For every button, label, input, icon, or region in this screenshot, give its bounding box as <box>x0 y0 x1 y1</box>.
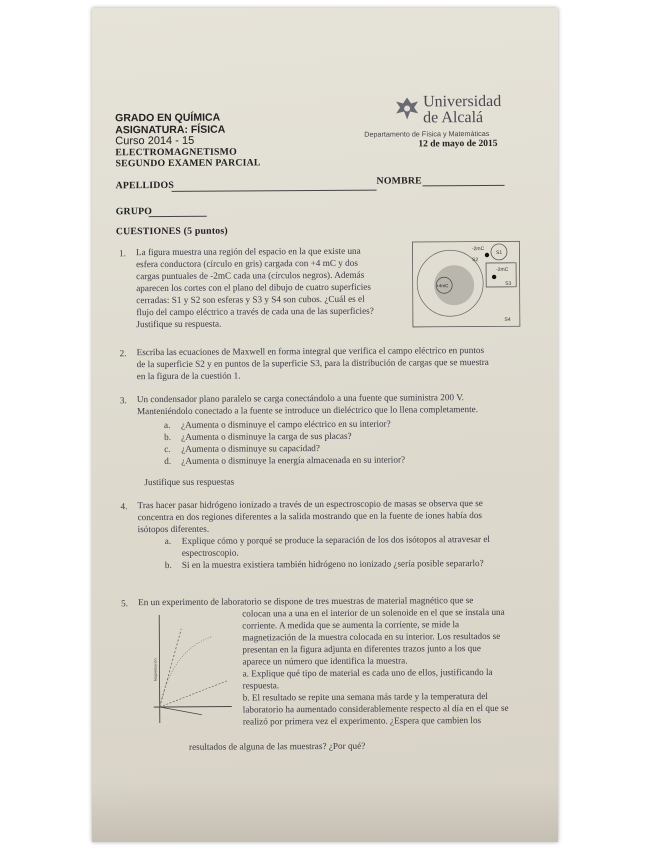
q5-line: presentan en la figura adjunta en diferentes trazos junto a los que <box>242 642 508 656</box>
q4-number: 4. <box>120 501 127 511</box>
name-label: NOMBRE <box>377 175 422 186</box>
q5-line: laboratorio ha aumentado considerablemente respecto al día en el que se <box>243 702 509 716</box>
section-title: CUESTIONES (5 puntos) <box>116 226 228 238</box>
surname-label: APELLIDOS <box>116 180 174 191</box>
q5-number: 5. <box>121 598 128 608</box>
degree-title: GRADO EN QUÍMICA <box>115 112 220 125</box>
q5-line: realizó por primera vez el experimento. ¿Espera que cambien los <box>243 714 509 728</box>
q4-items <box>165 533 490 571</box>
q5-line: aparece un número que identifica la muestra. <box>242 654 508 668</box>
q5-line: a. Explique qué tipo de material es cada uno de ellos, justificando la <box>243 666 509 680</box>
q5-line: respuesta. <box>243 678 509 692</box>
group-label: GRUPO <box>116 206 152 217</box>
curve-sample-4 <box>160 707 202 715</box>
subject-title: ASIGNATURA: FÍSICA <box>115 124 225 137</box>
q3-text <box>137 391 478 417</box>
label-s1: S1 <box>496 250 502 256</box>
university-name-line1: Universidad <box>423 93 501 111</box>
q5-line: b. El resultado se repite una semana más tarde y la temperatura del <box>243 690 509 704</box>
q2-line: de la superficie S2 y en puntos de la superficie S3, para la distribución de cargas que se muestra <box>137 356 489 370</box>
course-year: Curso 2014 - 15 <box>115 135 194 147</box>
q5-last-line: resultados de alguna de las muestras? ¿Por qué? <box>189 740 365 753</box>
q4-line: isótopos diferentes. <box>138 521 483 535</box>
q2-number: 2. <box>120 348 127 358</box>
curve-sample-3 <box>160 681 228 707</box>
q1-line: esfera conductora (círculo en gris) cargada con +4 mC y dos <box>136 257 374 270</box>
q3-line: Un condensador plano paralelo se carga conectándolo a una fuente que suministra 200 V. <box>137 391 478 405</box>
point-charge-1 <box>485 253 489 257</box>
q5-line0: En un experimento de laboratorio se dispone de tres muestras de material magnético que se <box>138 594 473 608</box>
q3-item: c. ¿Aumenta o disminuye su capacidad? <box>164 442 405 455</box>
q1-charge-figure <box>412 241 521 328</box>
q4-item: a. Explique cómo y porqué se produce la separación de los dos isótopos al atravesar el <box>165 533 490 547</box>
q1-line: La figura muestra una región del espacio en la que existe una <box>136 245 374 258</box>
q2-text <box>137 344 489 382</box>
label-charge-1: -2mC <box>472 246 485 252</box>
q1-text <box>136 245 374 330</box>
surname-field[interactable] <box>172 190 377 192</box>
q4-line: Tras hacer pasar hidrógeno ionizado a través de un espectroscopio de masas se observa que se <box>137 497 482 511</box>
point-charge-2 <box>492 275 496 279</box>
q5-line: colocan una a una en el interior de un solenoide en el que se instala una <box>242 606 508 620</box>
topic-title: ELECTROMAGNETISMO <box>115 147 237 159</box>
q1-line: aparecen los cortes con el plano del dibujo de cuatro superficies <box>136 281 374 294</box>
q3-number: 3. <box>120 395 127 405</box>
group-field[interactable] <box>149 216 207 217</box>
label-s3: S3 <box>505 281 511 287</box>
q3-item: a. ¿Aumenta o disminuye el campo eléctrico en su interior? <box>164 418 405 431</box>
y-axis-label: Magnetización <box>153 658 157 681</box>
label-s4: S4 <box>504 317 510 323</box>
curve-sample-1 <box>159 629 181 707</box>
label-sphere: +4mC <box>436 283 449 288</box>
q1-line: flujo del campo eléctrico a través de cada una de las superficies? <box>136 305 374 318</box>
q1-line: cerradas: S1 y S2 son esferas y S3 y S4 son cubos. ¿Cuál es el <box>136 293 374 306</box>
exam-title: SEGUNDO EXAMEN PARCIAL <box>115 157 260 169</box>
label-s2: S2 <box>472 257 478 263</box>
q5-line: magnetización de la muestra colocada en su interior. Los resultados se <box>242 630 508 644</box>
q2-line: Escriba las ecuaciones de Maxwell en forma integral que verifica el campo eléctrico en puntos <box>137 344 489 358</box>
name-field[interactable] <box>423 185 505 187</box>
q5-line: corriente. A medida que se aumenta la corriente, se mide la <box>242 618 508 632</box>
q5-text <box>242 606 509 728</box>
university-crest-icon <box>394 95 420 123</box>
label-charge-2: -2mC <box>496 267 509 273</box>
q3-items <box>164 418 405 467</box>
q4-item: espectroscopio. <box>165 545 490 559</box>
curve-sample-2 <box>159 637 211 707</box>
q4-text <box>137 497 483 535</box>
q1-number: 1. <box>119 248 126 258</box>
q1-line: Justifique su respuesta. <box>136 317 374 330</box>
q3-item: d. ¿Aumenta o disminuye la energía almacenada en su interior? <box>164 454 405 467</box>
q4-line: concentra en dos regiones diferentes a la salida mostrando que en la fuente de iones había dos <box>138 509 483 523</box>
q1-line: cargas puntuales de -2mC cada una (círculos negros). Además <box>136 269 374 282</box>
university-name-line2: de Alcalá <box>423 109 483 127</box>
q4-item: b. Si en la muestra existiera también hidrógeno no ionizado ¿sería posible separarlo? <box>165 557 490 571</box>
q2-line: en la figura de la cuestión 1. <box>137 368 489 382</box>
q3-item: b. ¿Aumenta o disminuye la carga de sus placas? <box>164 430 405 443</box>
q5-magnetization-figure <box>151 611 234 729</box>
exam-date: 12 de mayo de 2015 <box>418 139 497 149</box>
q3-footer: Justifique sus respuestas <box>144 476 234 489</box>
q3-line: Manteniéndolo conectado a la fuente se introduce un dieléctrico que lo llena completamente. <box>137 403 478 417</box>
department: Departamento de Física y Matemáticas <box>364 129 489 139</box>
